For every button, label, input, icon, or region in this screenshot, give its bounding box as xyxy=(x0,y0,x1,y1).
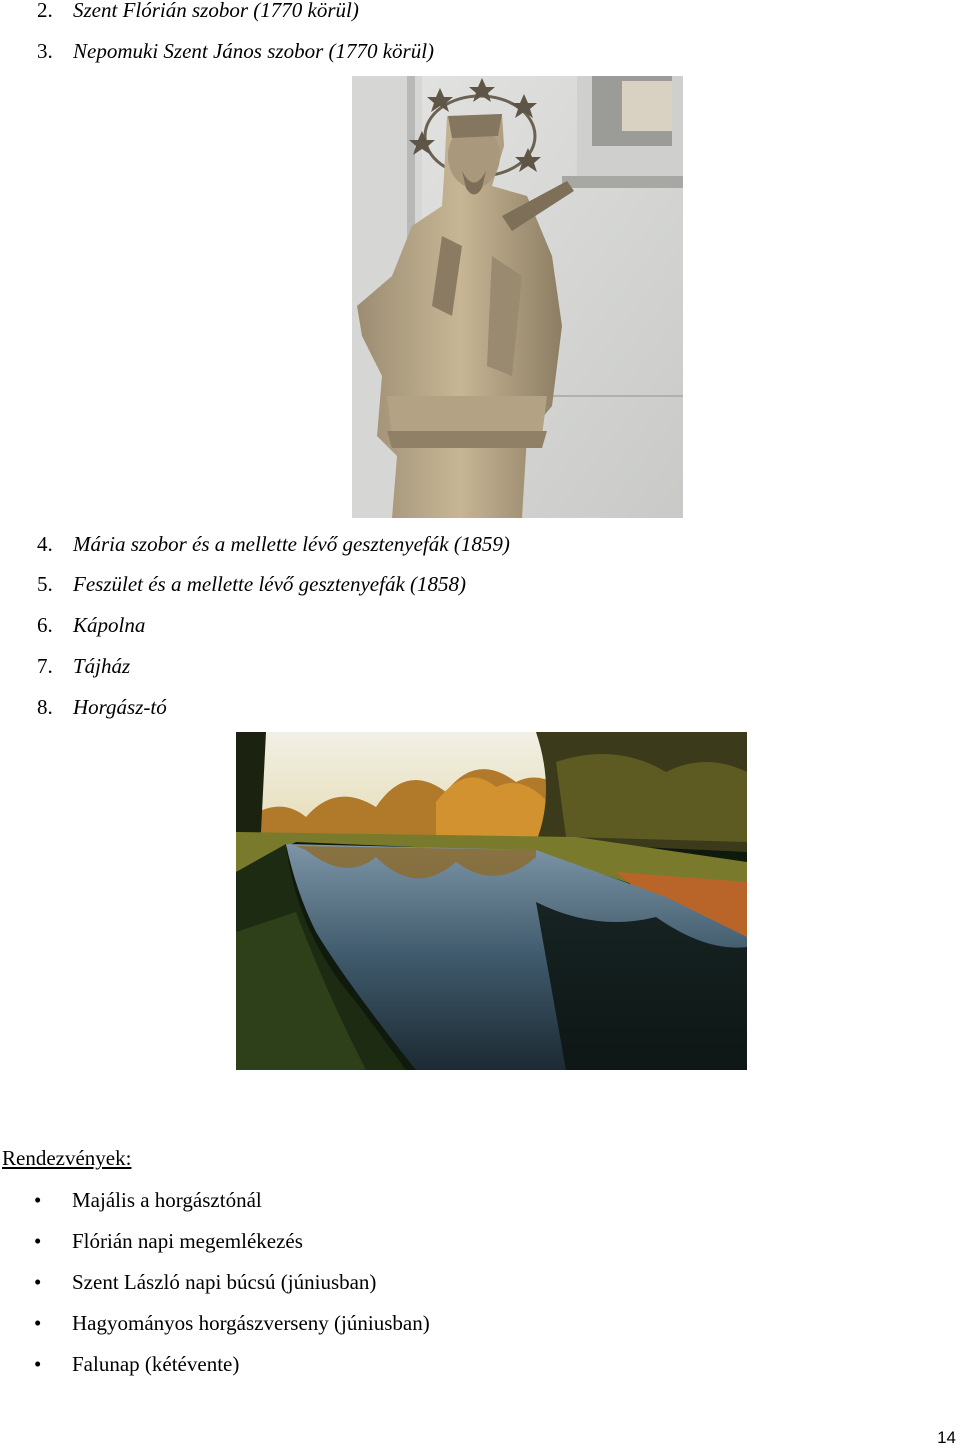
list-number: 4. xyxy=(37,532,53,556)
event-item xyxy=(34,1269,376,1295)
list-item-5 xyxy=(37,571,466,597)
event-item xyxy=(34,1228,303,1254)
event-text: Falunap (kétévente) xyxy=(72,1352,240,1376)
event-text: Szent László napi búcsú (júniusban) xyxy=(72,1270,377,1294)
bullet-icon: • xyxy=(34,1311,42,1335)
list-item-3 xyxy=(37,38,434,64)
list-number: 7. xyxy=(37,654,53,678)
lake-photo xyxy=(236,732,747,1070)
list-text: Mária szobor és a mellette lévő gesztenyefák (1859) xyxy=(73,532,510,556)
list-text: Feszület és a mellette lévő gesztenyefák (1858) xyxy=(73,572,467,596)
list-text: Tájház xyxy=(73,654,131,678)
list-item-8 xyxy=(37,694,167,720)
bullet-icon: • xyxy=(34,1229,42,1253)
event-text: Hagyományos horgászverseny (júniusban) xyxy=(72,1311,430,1335)
bullet-icon: • xyxy=(34,1188,42,1212)
event-item xyxy=(34,1351,239,1377)
list-number: 8. xyxy=(37,695,53,719)
page-number: 14 xyxy=(937,1428,956,1447)
list-number: 5. xyxy=(37,572,53,596)
list-number: 2. xyxy=(37,0,53,22)
list-text: Nepomuki Szent János szobor (1770 körül) xyxy=(73,39,435,63)
event-item xyxy=(34,1310,430,1336)
event-item xyxy=(34,1187,262,1213)
list-text: Horgász-tó xyxy=(73,695,167,719)
list-item-4 xyxy=(37,531,510,557)
events-title: Rendezvények: xyxy=(2,1146,132,1170)
bullet-icon: • xyxy=(34,1352,42,1376)
list-item-2 xyxy=(37,0,359,23)
event-text: Majális a horgásztónál xyxy=(72,1188,262,1212)
bullet-icon: • xyxy=(34,1270,42,1294)
list-number: 6. xyxy=(37,613,53,637)
list-item-7 xyxy=(37,653,130,679)
event-text: Flórián napi megemlékezés xyxy=(72,1229,303,1253)
list-number: 3. xyxy=(37,39,53,63)
statue-photo xyxy=(352,76,683,518)
list-item-6 xyxy=(37,612,145,638)
list-text: Szent Flórián szobor (1770 körül) xyxy=(73,0,359,22)
list-text: Kápolna xyxy=(73,613,146,637)
